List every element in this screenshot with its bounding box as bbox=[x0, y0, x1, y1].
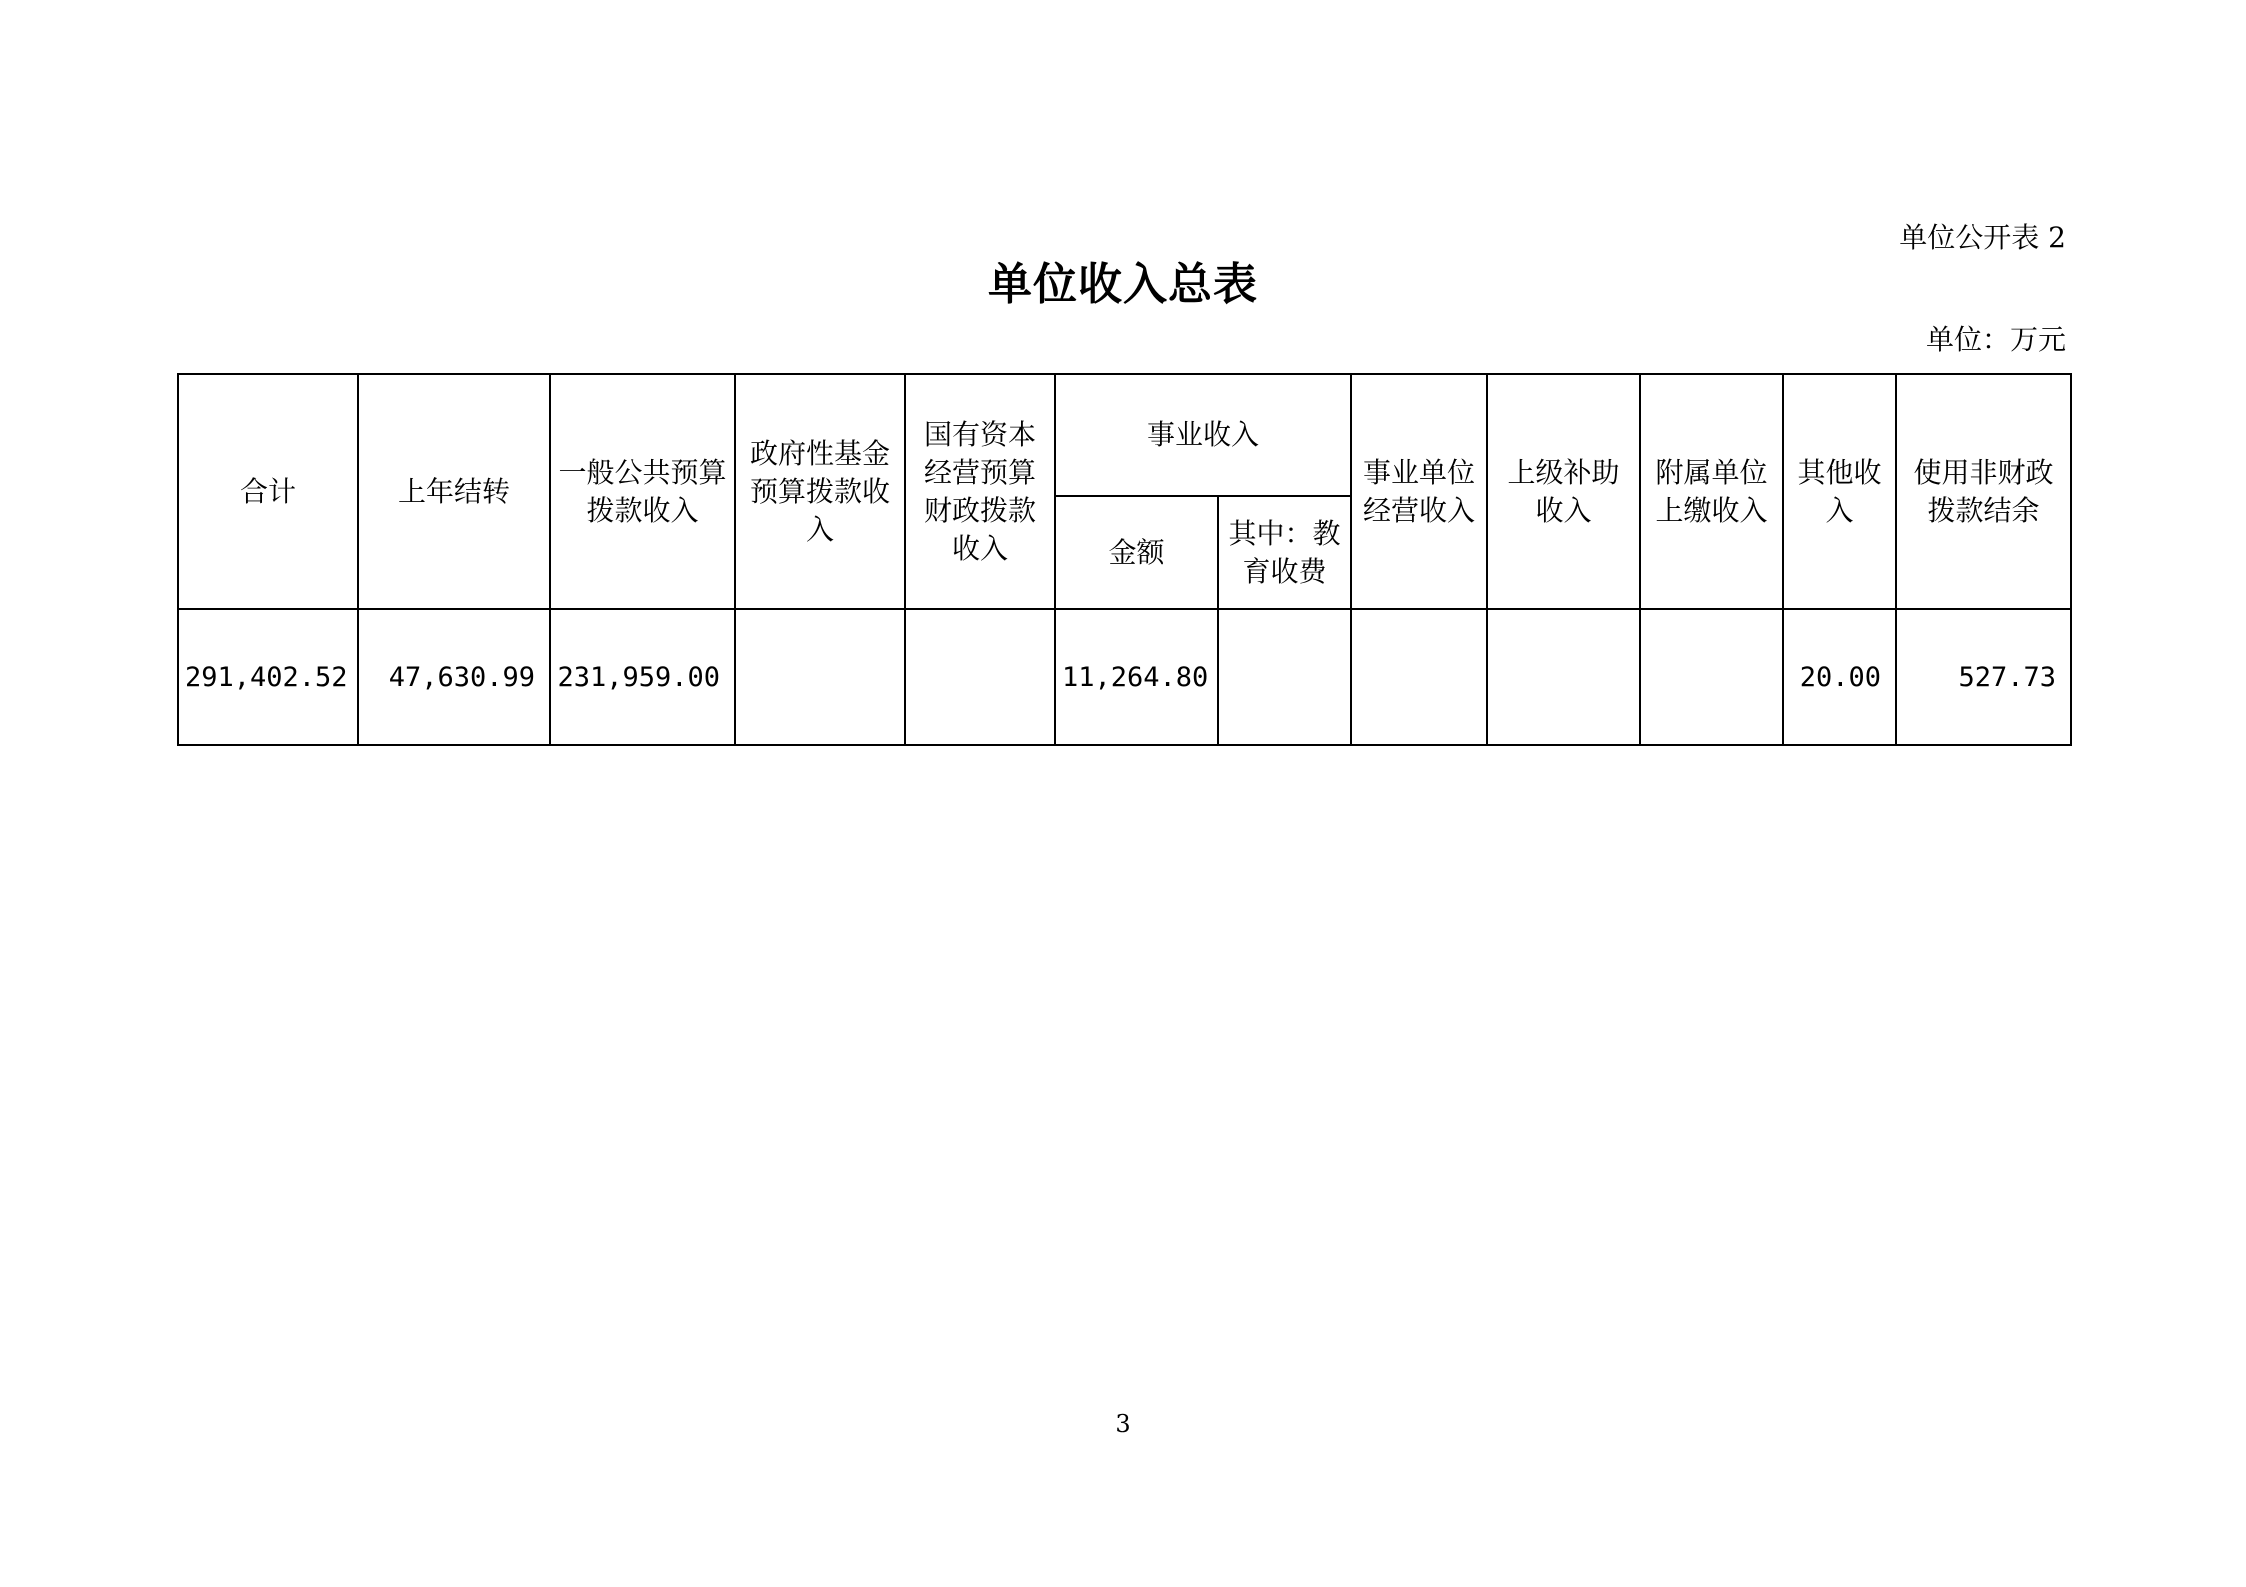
header-operating-income: 事业单位经营收入 bbox=[1351, 374, 1487, 609]
table-row bbox=[178, 609, 2071, 745]
header-non-fiscal-balance: 使用非财政拨款结余 bbox=[1896, 374, 2071, 609]
income-summary-table bbox=[177, 373, 2072, 746]
header-business-amount: 金额 bbox=[1055, 496, 1218, 609]
page-title: 单位收入总表 bbox=[988, 259, 1258, 310]
cell-gov-fund bbox=[735, 609, 905, 745]
header-superior-subsidy: 上级补助收入 bbox=[1487, 374, 1640, 609]
cell-carryover: 47,630.99 bbox=[358, 609, 550, 745]
header-business-income: 事业收入 bbox=[1055, 374, 1351, 496]
unit-label: 单位：万元 bbox=[1925, 323, 2066, 356]
cell-state-capital bbox=[905, 609, 1055, 745]
header-total: 合计 bbox=[178, 374, 358, 609]
header-other-income: 其他收入 bbox=[1783, 374, 1896, 609]
cell-superior-subsidy bbox=[1487, 609, 1640, 745]
header-carryover: 上年结转 bbox=[358, 374, 550, 609]
page-number: 3 bbox=[1115, 1410, 1131, 1438]
cell-total: 291,402.52 bbox=[178, 609, 358, 745]
table-header-row bbox=[178, 374, 2071, 496]
header-business-edu: 其中：教育收费 bbox=[1218, 496, 1351, 609]
cell-operating-income bbox=[1351, 609, 1487, 745]
cell-general-budget: 231,959.00 bbox=[550, 609, 735, 745]
header-state-capital: 国有资本经营预算财政拨款收入 bbox=[905, 374, 1055, 609]
header-general-budget: 一般公共预算拨款收入 bbox=[550, 374, 735, 609]
header-gov-fund: 政府性基金预算拨款收入 bbox=[735, 374, 905, 609]
cell-affiliated-income bbox=[1640, 609, 1783, 745]
cell-business-amount: 11,264.80 bbox=[1055, 609, 1218, 745]
cell-business-edu bbox=[1218, 609, 1351, 745]
cell-non-fiscal-balance: 527.73 bbox=[1896, 609, 2071, 745]
cell-other-income: 20.00 bbox=[1783, 609, 1896, 745]
header-affiliated-income: 附属单位上缴收入 bbox=[1640, 374, 1783, 609]
form-label: 单位公开表 2 bbox=[1899, 221, 2066, 254]
